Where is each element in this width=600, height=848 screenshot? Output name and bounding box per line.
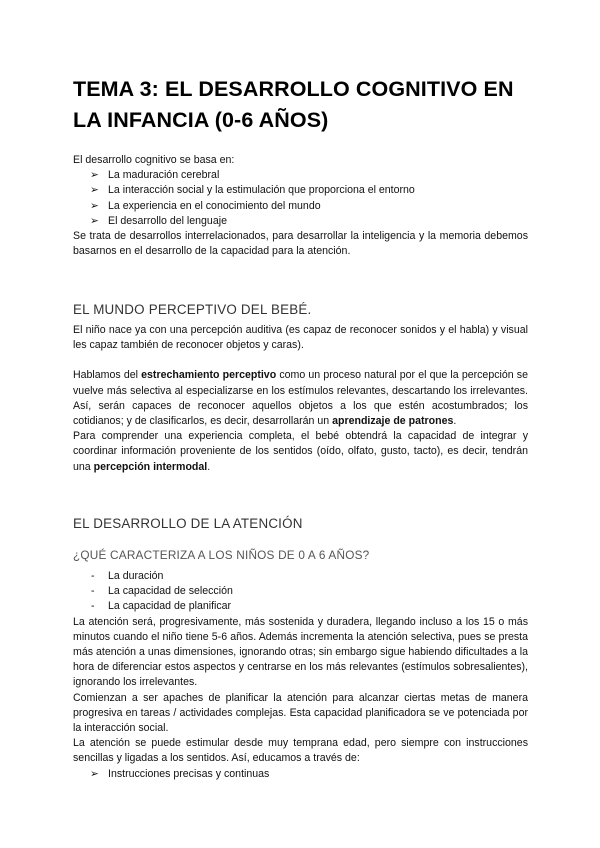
arrow-bullet-icon: ➢ (90, 199, 99, 212)
section1-body (73, 323, 528, 475)
paragraph: La atención se puede estimular desde muy temprana edad, pero siempre con instrucciones sencillas y ligadas a los sentidos. Así, educamos a través de: (73, 737, 528, 765)
intro-section (73, 153, 528, 259)
key-term: aprendizaje de patrones (332, 415, 454, 428)
paragraph: La atención será, progresivamente, más sostenida y duradera, llegando incluso a los 15 o más minutos cuando el niño tiene 5-6 años. Además incrementa la atención selectiva, pues se presta más atención a unas dimensiones, ignorando otras; sin embargo sigue habiendo dificultades a la hora de diferenciar estos aspectos y centrarse en los más relevantes (estímulos sobresalientes), ignorando los irrelevantes. (73, 615, 528, 689)
paragraph: Para comprender una experiencia completa, el bebé obtendrá la capacidad de integrar y coordinar información proveniente de los sentidos (oído, olfato, gusto, tacto), es decir, tendrán una percepción intermodal. (73, 430, 528, 473)
paragraph: Hablamos del estrechamiento perceptivo como un proceso natural por el que la percepción se vuelve más selectiva al especializarse en los estímulos relevantes, descartando los irrelevantes. Así, serán capaces de reconocer aquellos objetos a los que estén acostumbrados; los cotidianos; y de clasificarlos, es decir, desarrollarán un aprendizaje de patrones. (73, 369, 528, 428)
arrow-bullet-icon: ➢ (90, 767, 99, 780)
list-item: - La capacidad de planificar (73, 599, 528, 614)
list-item: ➢ La experiencia en el conocimiento del mundo (73, 199, 528, 214)
dash-bullet: - (91, 570, 95, 582)
intro-lead: El desarrollo cognitivo se basa en: (73, 154, 235, 166)
arrow-bullet-icon: ➢ (90, 184, 99, 197)
list-item: ➢ Instrucciones precisas y continuas (73, 767, 528, 782)
section2-body (73, 569, 528, 782)
paragraph: Comienzan a ser apaches de planificar la atención para alcanzar ciertas metas de manera progresiva en tareas / actividades complejas. Esta capacidad planificadora se ve potenciada por la interacción social. (73, 691, 528, 735)
dash-list (73, 569, 528, 615)
key-term: percepción intermodal (93, 460, 208, 473)
section-heading-attention: EL DESARROLLO DE LA ATENCIÓN (73, 516, 303, 531)
list-item: ➢ La interacción social y la estimulación que proporciona el entorno (73, 183, 528, 198)
list-item: ➢ La maduración cerebral (73, 168, 528, 183)
subsection-heading: ¿QUÉ CARACTERIZA A LOS NIÑOS DE 0 A 6 AÑOS? (73, 548, 370, 562)
paragraph: El niño nace ya con una percepción auditiva (es capaz de reconocer sonidos y el habla) y visual les capaz también de reconocer objetos y caras). (73, 324, 528, 352)
intro-bullet-list (73, 168, 528, 229)
dash-bullet: - (91, 585, 95, 598)
arrow-bullet-icon: ➢ (90, 214, 99, 227)
list-item: ➢ El desarrollo del lenguaje (73, 214, 528, 229)
list-item: - La capacidad de selección (73, 584, 528, 599)
list-item: - La duración (73, 569, 528, 584)
intro-closing-paragraph: Se trata de desarrollos interrelacionados, para desarrollar la inteligencia y la memoria debemos basarnos en el desarrollo de la capacidad para la atención. (73, 230, 528, 258)
dash-bullet: - (91, 600, 95, 613)
arrow-bullet-icon: ➢ (90, 169, 99, 182)
page-title: TEMA 3: EL DESARROLLO COGNITIVO EN LA INFANCIA (0-6 AÑOS) (73, 77, 514, 132)
arrow-list (73, 767, 528, 782)
key-term: estrechamiento perceptivo (141, 369, 277, 382)
section-heading-perceptual-world: EL MUNDO PERCEPTIVO DEL BEBÉ. (73, 302, 312, 317)
